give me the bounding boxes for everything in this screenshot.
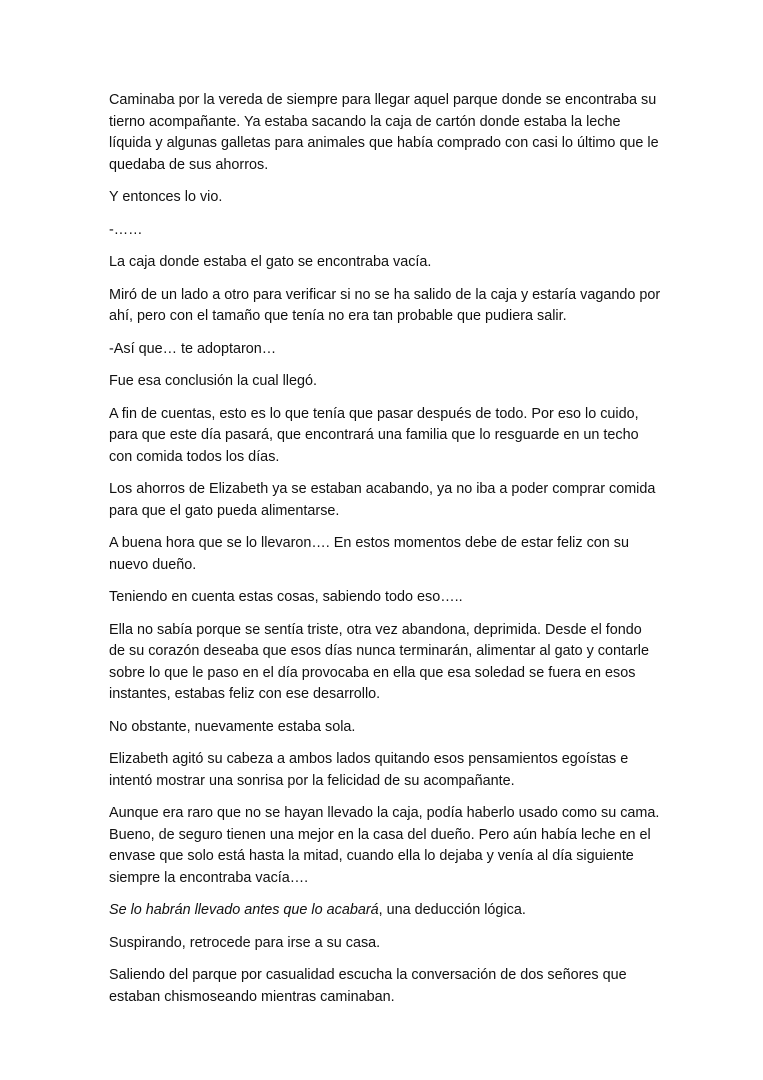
paragraph-8: A fin de cuentas, esto es lo que tenía que pasar después de todo. Por eso lo cuido, para que este día pasará, que encontrará una familia que lo resguarde en un techo con comida todos los días.	[109, 405, 639, 465]
paragraph-15: Aunque era raro que no se hayan llevado la caja, podía haberlo usado como su cama. Bueno, de seguro tienen una mejor en la casa del dueño. Pero aún había leche en el envase que solo está hasta la mitad, cuando ella lo dejaba y venía al día siguiente siempre la encontraba vacía….	[109, 805, 660, 886]
paragraph-17: Suspirando, retrocede para irse a su casa.	[109, 934, 381, 951]
paragraph-3: -……	[109, 221, 143, 238]
paragraph-13: No obstante, nuevamente estaba sola.	[109, 718, 356, 735]
paragraph-4: La caja donde estaba el gato se encontraba vacía.	[109, 254, 432, 270]
paragraph-7: Fue esa conclusión la cual llegó.	[109, 373, 317, 389]
paragraph-12: Ella no sabía porque se sentía triste, otra vez abandona, deprimida. Desde el fondo de su corazón deseaba que esos días nunca terminarán, alimentar al gato y contarle sobre lo que le paso en el día provocaba en ella que esa soledad se fuera en esos instantes, estabas feliz con ese desarrollo.	[109, 621, 649, 702]
document-body	[109, 90, 661, 1019]
italic-phrase: Se lo habrán llevado antes que lo acabará	[109, 902, 379, 918]
paragraph-1: Caminaba por la vereda de siempre para llegar aquel parque donde se encontraba su tierno acompañante. Ya estaba sacando la caja de cartón donde estaba la leche líquida y algunas galletas para animales que había comprado con casi lo último que le quedaba de sus ahorros.	[109, 92, 659, 173]
paragraph-11: Teniendo en cuenta estas cosas, sabiendo todo eso…..	[109, 589, 463, 605]
paragraph-9: Los ahorros de Elizabeth ya se estaban acabando, ya no iba a poder comprar comida para que el gato pueda alimentarse.	[109, 481, 656, 519]
paragraph-18: Saliendo del parque por casualidad escucha la conversación de dos señores que estaban chismoseando mientras caminaban.	[109, 967, 627, 1005]
paragraph-10: A buena hora que se lo llevaron…. En estos momentos debe de estar feliz con su nuevo dueño.	[109, 535, 629, 573]
paragraph-16	[109, 900, 661, 922]
paragraph-14: Elizabeth agitó su cabeza a ambos lados quitando esos pensamientos egoístas e intentó mostrar una sonrisa por la felicidad de su acompañante.	[109, 751, 629, 789]
paragraph-6: -Así que… te adoptaron…	[109, 340, 277, 357]
paragraph-16-rest: , una deducción lógica.	[378, 902, 526, 918]
paragraph-5: Miró de un lado a otro para verificar si no se ha salido de la caja y estaría vagando por ahí, pero con el tamaño que tenía no era tan probable que pudiera salir.	[109, 286, 661, 324]
paragraph-2: Y entonces lo vio.	[109, 189, 223, 205]
